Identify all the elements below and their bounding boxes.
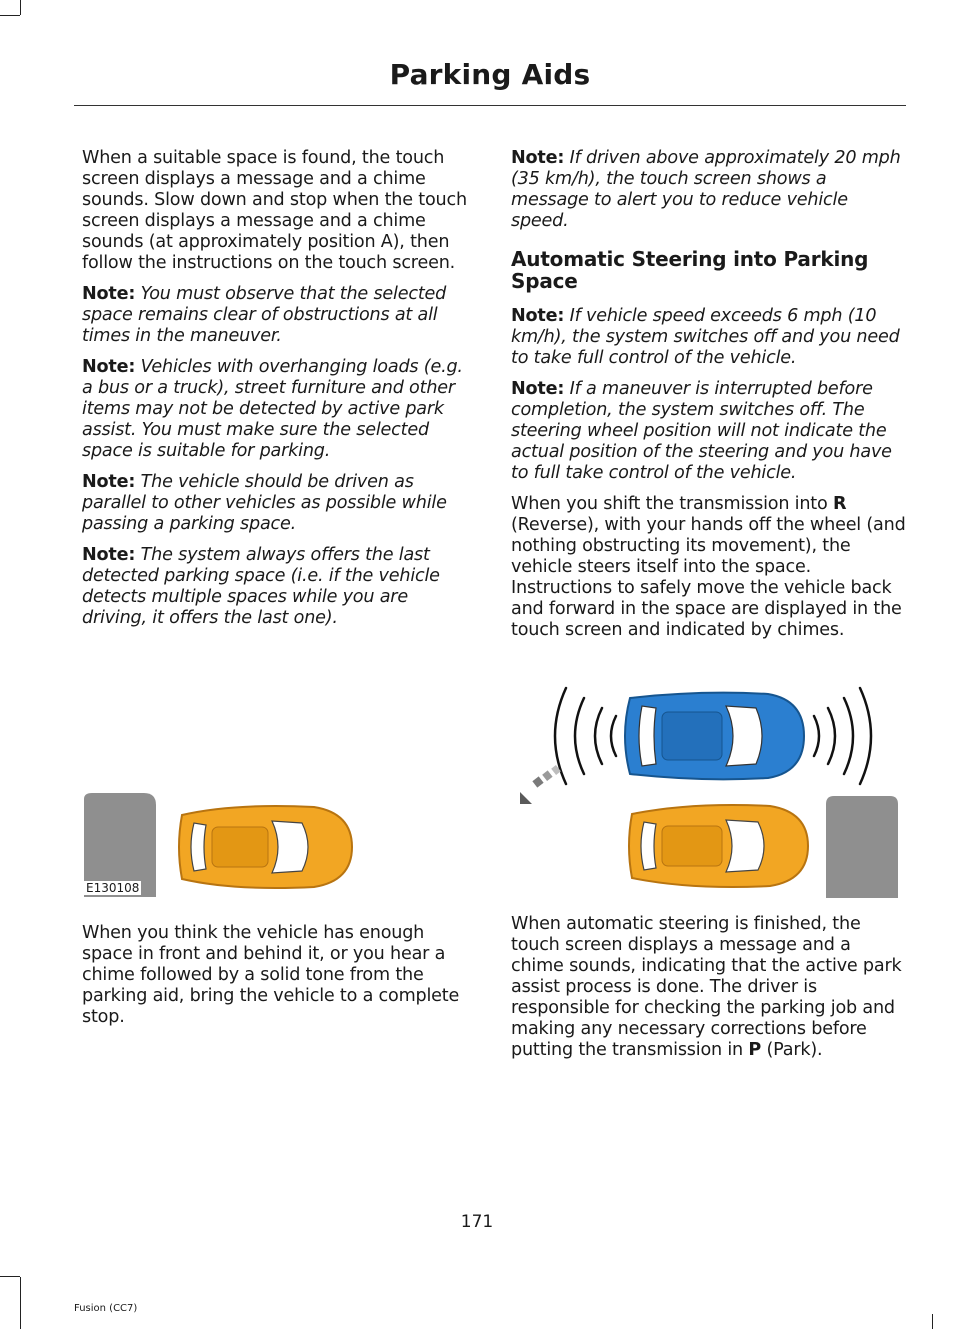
left-column-lower bbox=[82, 923, 477, 1038]
note bbox=[82, 284, 477, 347]
note-label: Note: bbox=[511, 148, 565, 168]
note-text: Vehicles with overhanging loads (e.g. a bus or a truck), street furniture and other items may not be detected by active park assist. You must make sure the selected space is suitable for parking. bbox=[82, 357, 463, 461]
gear-key: R bbox=[832, 494, 847, 514]
note bbox=[82, 357, 477, 462]
note-text: If driven above approximately 20 mph (35 km/h), the touch screen shows a message to alert you to reduce vehicle speed. bbox=[511, 148, 901, 231]
note-label: Note: bbox=[511, 306, 565, 326]
note-label: Note: bbox=[82, 545, 136, 565]
sensor-waves-rear bbox=[555, 688, 616, 784]
left-column bbox=[82, 148, 477, 639]
text: (Reverse), with your hands off the wheel (and nothing obstructing its movement), the vehicle steers itself into the space. Instructions to safely move the vehicle back and forward in the space are displayed in the touch screen and indicated by chimes. bbox=[511, 515, 906, 640]
note-text: The vehicle should be driven as parallel to other vehicles as possible while passing a parking space. bbox=[82, 472, 447, 534]
note-text: If a maneuver is interrupted before completion, the system switches off. The steering wheel position will not indicate the actual position of the steering and you have to full take control of the vehicle. bbox=[511, 379, 892, 483]
note-label: Note: bbox=[511, 379, 565, 399]
parking-figure-right bbox=[512, 680, 902, 898]
text: When automatic steering is finished, the touch screen displays a message and a chime sounds, indicating that the active park assist process is done. The driver is responsible for checking the parking job and making any necessary corrections before putting the transmission in bbox=[511, 914, 902, 1060]
header-rule bbox=[74, 105, 906, 106]
crop-mark bbox=[20, 1277, 21, 1329]
crop-mark bbox=[20, 0, 21, 15]
sensor-waves-front bbox=[814, 688, 871, 784]
note-text: The system always offers the last detected parking space (i.e. if the vehicle detects multiple spaces while you are driving, it offers the last one). bbox=[82, 545, 440, 628]
note bbox=[82, 545, 477, 629]
gear-key: P bbox=[748, 1040, 762, 1060]
note bbox=[511, 379, 906, 484]
note-label: Note: bbox=[82, 284, 136, 304]
text: (Park). bbox=[761, 1040, 823, 1060]
reverse-arrow-icon bbox=[520, 765, 561, 804]
right-column-lower bbox=[511, 914, 906, 1071]
note bbox=[511, 306, 906, 369]
note bbox=[511, 148, 906, 232]
crop-mark bbox=[0, 15, 20, 16]
page-title: Parking Aids bbox=[389, 58, 591, 91]
paragraph bbox=[511, 494, 906, 641]
note-text: You must observe that the selected space remains clear of obstructions at all times in the maneuver. bbox=[82, 284, 447, 346]
obstacle-car bbox=[826, 796, 898, 898]
car-orange bbox=[629, 805, 808, 887]
footer-label: Fusion (CC7) bbox=[74, 1303, 138, 1314]
right-column bbox=[511, 148, 906, 651]
paragraph: When you think the vehicle has enough space in front and behind it, or you hear a chime followed by a solid tone from the parking aid, bring the vehicle to a complete stop. bbox=[82, 923, 460, 1027]
section-heading: Automatic Steering into Parking Space bbox=[511, 247, 869, 293]
crop-mark bbox=[0, 1276, 20, 1277]
page-number: 171 bbox=[460, 1212, 494, 1232]
paragraph bbox=[511, 914, 906, 1061]
note-label: Note: bbox=[82, 472, 136, 492]
figure-id: E130108 bbox=[86, 881, 140, 895]
note-text: If vehicle speed exceeds 6 mph (10 km/h), the system switches off and you need to take full control of the vehicle. bbox=[511, 306, 900, 368]
crop-mark bbox=[932, 1314, 933, 1329]
car-blue bbox=[625, 693, 804, 780]
paragraph: When a suitable space is found, the touch screen displays a message and a chime sounds. Slow down and stop when the touch screen displays a message and a chime sounds (at approximately position A), then follow the instructions on the touch screen. bbox=[82, 148, 467, 273]
note-label: Note: bbox=[82, 357, 136, 377]
text: When you shift the transmission into bbox=[511, 494, 833, 514]
note bbox=[82, 472, 477, 535]
car-orange bbox=[179, 806, 352, 888]
